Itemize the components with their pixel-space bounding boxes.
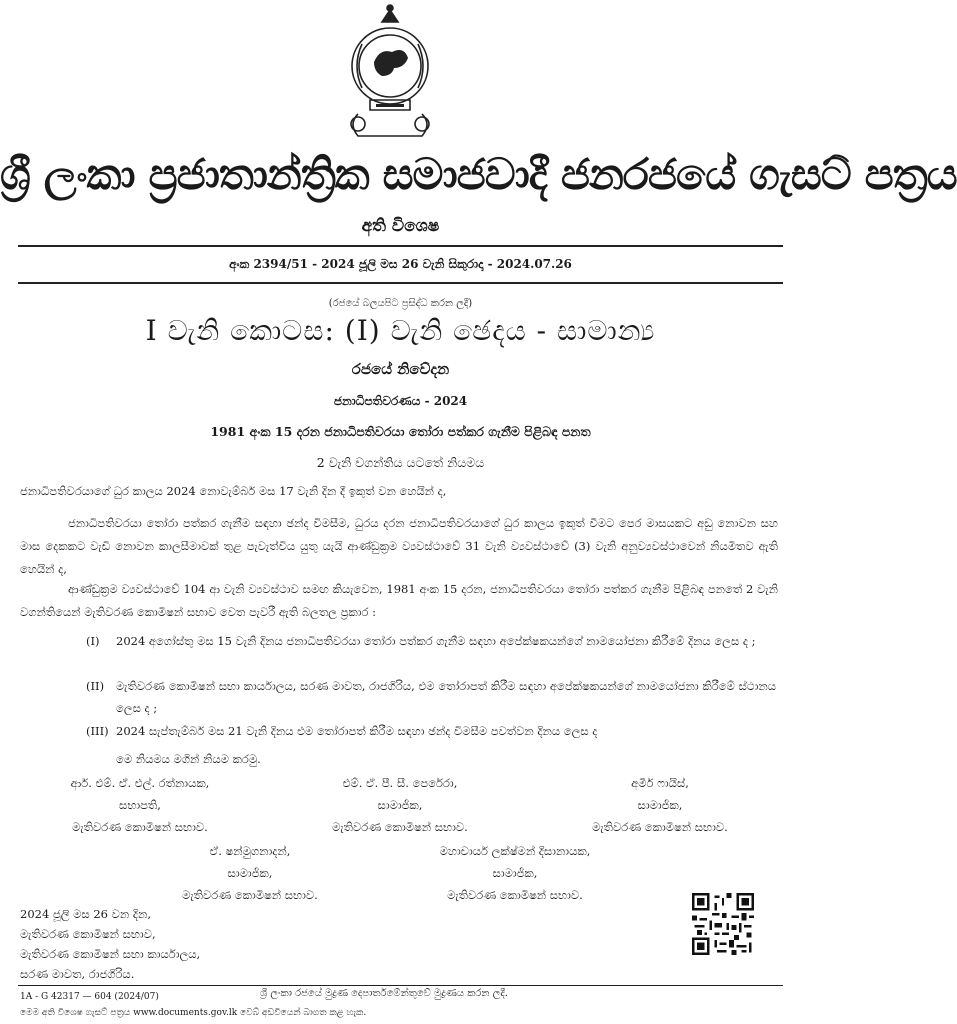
- act-heading: 1981 අංක 15 දරන ජනාධිපතිවරයා තෝරා පත්කර ගැනීම පිළිබඳ පනත: [210, 424, 591, 439]
- extraordinary-label: අති විශෙෂ: [361, 216, 440, 236]
- footer-rule: [18, 985, 783, 986]
- list-item: [86, 630, 776, 652]
- signatory-block: [400, 840, 630, 906]
- header-rule-bottom: [18, 282, 783, 284]
- signatory-body: මැතිවරණ කොමිෂන් සභාව.: [447, 888, 583, 902]
- closing-statement: මෙ නියමය මගින් නියම කරමු.: [116, 752, 261, 766]
- paragraph-3: ආණ්ඩුක්‍රම ව්‍යවස්ථාවේ 104 ආ වැනි ව්‍යවස්ථාව සමඟ කියැවෙන, 1981 අංක 15 දරන, ජනාධිපතිවරයා තෝරා පත්කර ගැනීම පිළිබඳ පනතේ 2 වැනි වගන්තියෙන් මැතිවරණ කොමිෂන් සභාව වෙත පැවරී ඇති බලතල ප්‍රකාර :: [20, 582, 778, 619]
- signatory-body: මැතිවරණ කොමිෂන් සභාව.: [332, 820, 468, 834]
- place-date-line: සරණ මාවත, රාජගිරිය.: [20, 967, 135, 981]
- paragraph-2: ජනාධිපතිවරයා තෝරා පත්කර ගැනීම සඳහා ඡන්ද විමසීම, ධුරය දරන ජනාධිපතිවරයාගේ ධුර කාලය ඉකුත් වීමට පෙර මාසයකට අඩු නොවන සහ මාස දෙකකට වැඩි නොවන කාලසීමාවක් තුළ පැවැත්විය යුතු යැයි ආණ්ඩුක්‍රම ව්‍යවස්ථාවේ 31 වැනි ව්‍යවස්ථාවේ (3) වැනි අනුව්‍යවස්ථාවෙන් නියමිතව ඇති හෙයින් ද,: [20, 516, 778, 576]
- signatory-name: ආර්. එම්. ඒ. එල්. රත්නායක,: [70, 776, 210, 790]
- signatory-title: සාමාජික,: [377, 798, 423, 812]
- signatory-body: මැතිවරණ කොමිෂන් සභාව.: [72, 820, 208, 834]
- signatory-block: [140, 840, 360, 906]
- footer-website-note: මෙම අති විශෙෂ ගැසට් පත්‍රය www.documents.gov.lk වෙබ් අඩවියෙන් බාගත කළ හැක.: [20, 1008, 367, 1018]
- footer-code: 1A - G 42317 — 604 (2024/07): [20, 992, 159, 1002]
- part-heading: I වැනි කොටස: (I) වැනි ඡෙදය - සාමාන්‍ය: [145, 314, 656, 347]
- place-date-line: මැතිවරණ කොමිෂන් සභා කාර්යාලය,: [20, 947, 201, 961]
- place-date-line: 2024 ජූලි මස 26 වන දින,: [20, 907, 151, 921]
- signatory-title: සාමාජික,: [227, 866, 273, 880]
- item-number: (II): [86, 679, 105, 693]
- item-text: 2024 සැප්තැම්බර් මස 21 වැනි දිනය එම තෝරාපත් කිරීම සඳහා ඡන්ද විමසීම පවත්වන දිනය ලෙස ද: [116, 724, 598, 738]
- gazette-title: ශ්‍රී ලංකා ප්‍රජාතාන්ත්‍රික සමාජවාදී ජනරජයේ ගැසට් පත්‍රය: [0, 150, 957, 200]
- published-by-authority: (රජයේ බලයපිට ප්‍රසිද්ධ කරන ලදී): [328, 298, 473, 309]
- state-emblem: [340, 4, 440, 144]
- section-heading: 2 වැනි වගන්තිය යටතේ නියමය: [316, 455, 485, 470]
- list-item: [86, 720, 776, 742]
- signatory-name: මහාචාර්ය ලක්ෂ්මන් දිසානායක,: [439, 844, 591, 858]
- header-rule-top: [18, 245, 783, 247]
- paragraph-1: ජනාධිපතිවරයාගේ ධුර කාලය 2024 නොවැම්බර් මස 17 වැනි දින දී ඉකුත් වන හෙයින් ද,: [20, 484, 447, 498]
- signatory-title: සාමාජික,: [637, 798, 683, 812]
- issue-line: අංක 2394/51 - 2024 ජූලි මස 26 වැනි සිකුරාදා - 2024.07.26: [229, 257, 572, 271]
- signatory-block: [300, 772, 500, 838]
- government-notifications: රජයේ නිවේදන: [351, 360, 450, 378]
- list-item: [86, 675, 776, 719]
- item-text: 2024 අගෝස්තු මස 15 වැනි දිනය ජනාධිපතිවරයා තෝරා පත්කර ගැනීම සඳහා අපේක්ෂකයන්ගේ නාමයෝජනා කිරීමේ දිනය ලෙස ද ;: [116, 634, 756, 648]
- signatory-title: සභාපති,: [119, 798, 161, 812]
- place-date-block: [20, 904, 200, 984]
- signatory-name: ඒ. ෂන්මුගනාදන්,: [209, 844, 291, 858]
- signatory-title: සාමාජික,: [492, 866, 538, 880]
- signatory-name: අමීර් ෆායිස්,: [631, 776, 689, 790]
- item-number: (I): [86, 634, 100, 648]
- signatory-name: එම්. ඒ. පී. සී. පෙරේරා,: [342, 776, 458, 790]
- signatory-block: [560, 772, 760, 838]
- qr-code-icon: [692, 893, 754, 955]
- footer-printer: ශ්‍රී ලංකා රජයේ මුද්‍රණ දෙපාර්තමේන්තුවේ මුද්‍රණය කරන ලදී.: [260, 988, 508, 999]
- signatory-body: මැතිවරණ කොමිෂන් සභාව.: [592, 820, 728, 834]
- item-number: (III): [86, 724, 109, 738]
- signatory-body: මැතිවරණ කොමිෂන් සභාව.: [182, 888, 318, 902]
- item-text: මැතිවරණ කොමිෂන් සභා කාර්යාලය, සරණ මාවත, රාජගිරිය, එම තෝරාපත් කිරීම සඳහා අපේක්ෂකයන්ගේ නාමයෝජනා කිරීමේ ස්ථානය ලෙස ද ;: [116, 679, 776, 715]
- signatory-block: [40, 772, 240, 838]
- election-heading: ජනාධිපතිවරණය - 2024: [333, 394, 468, 408]
- place-date-line: මැතිවරණ කොමිෂන් සභාව,: [20, 927, 156, 941]
